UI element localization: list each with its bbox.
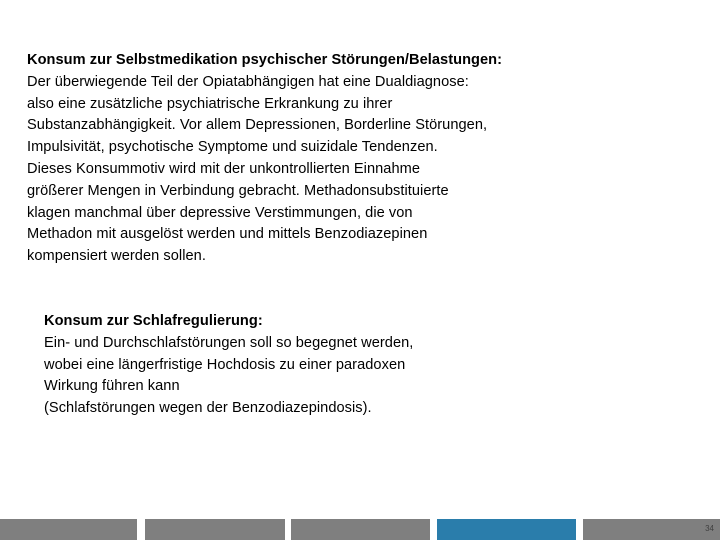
sleep-regulation-line: Ein- und Durchschlafstörungen soll so begegnet werden,	[44, 334, 414, 351]
self-medication-line: größerer Mengen in Verbindung gebracht. Methadonsubstituierte	[27, 182, 449, 199]
footer-segment-1	[0, 519, 137, 540]
footer-bar	[0, 519, 720, 540]
sleep-regulation-line: Wirkung führen kann	[44, 378, 180, 395]
self-medication-line: Impulsivität, psychotische Symptome und suizidale Tendenzen.	[27, 139, 438, 156]
footer-segment-3	[291, 519, 430, 540]
self-medication-line: Dieses Konsummotiv wird mit der unkontrollierten Einnahme	[27, 160, 420, 177]
self-medication-section	[27, 50, 502, 268]
self-medication-line: kompensiert werden sollen.	[27, 248, 206, 265]
sleep-regulation-line: (Schlafstörungen wegen der Benzodiazepindosis).	[44, 400, 372, 417]
self-medication-line: also eine zusätzliche psychiatrische Erkrankung zu ihrer	[27, 95, 393, 112]
slide-number: 34	[705, 524, 714, 533]
self-medication-heading: Konsum zur Selbstmedikation psychischer Störungen/Belastungen:	[27, 52, 503, 68]
footer-segment-5	[583, 519, 720, 540]
sleep-regulation-heading: Konsum zur Schlafregulierung:	[44, 313, 263, 329]
sleep-regulation-section	[44, 311, 413, 420]
footer-segment-2	[145, 519, 285, 540]
self-medication-line: klagen manchmal über depressive Verstimmungen, die von	[27, 204, 413, 221]
self-medication-line: Methadon mit ausgelöst werden und mittels Benzodiazepinen	[27, 226, 428, 243]
footer-segment-4	[437, 519, 576, 540]
self-medication-line: Der überwiegende Teil der Opiatabhängigen hat eine Dualdiagnose:	[27, 73, 469, 90]
sleep-regulation-line: wobei eine längerfristige Hochdosis zu einer paradoxen	[44, 356, 406, 373]
self-medication-line: Substanzabhängigkeit. Vor allem Depressionen, Borderline Störungen,	[27, 117, 488, 134]
